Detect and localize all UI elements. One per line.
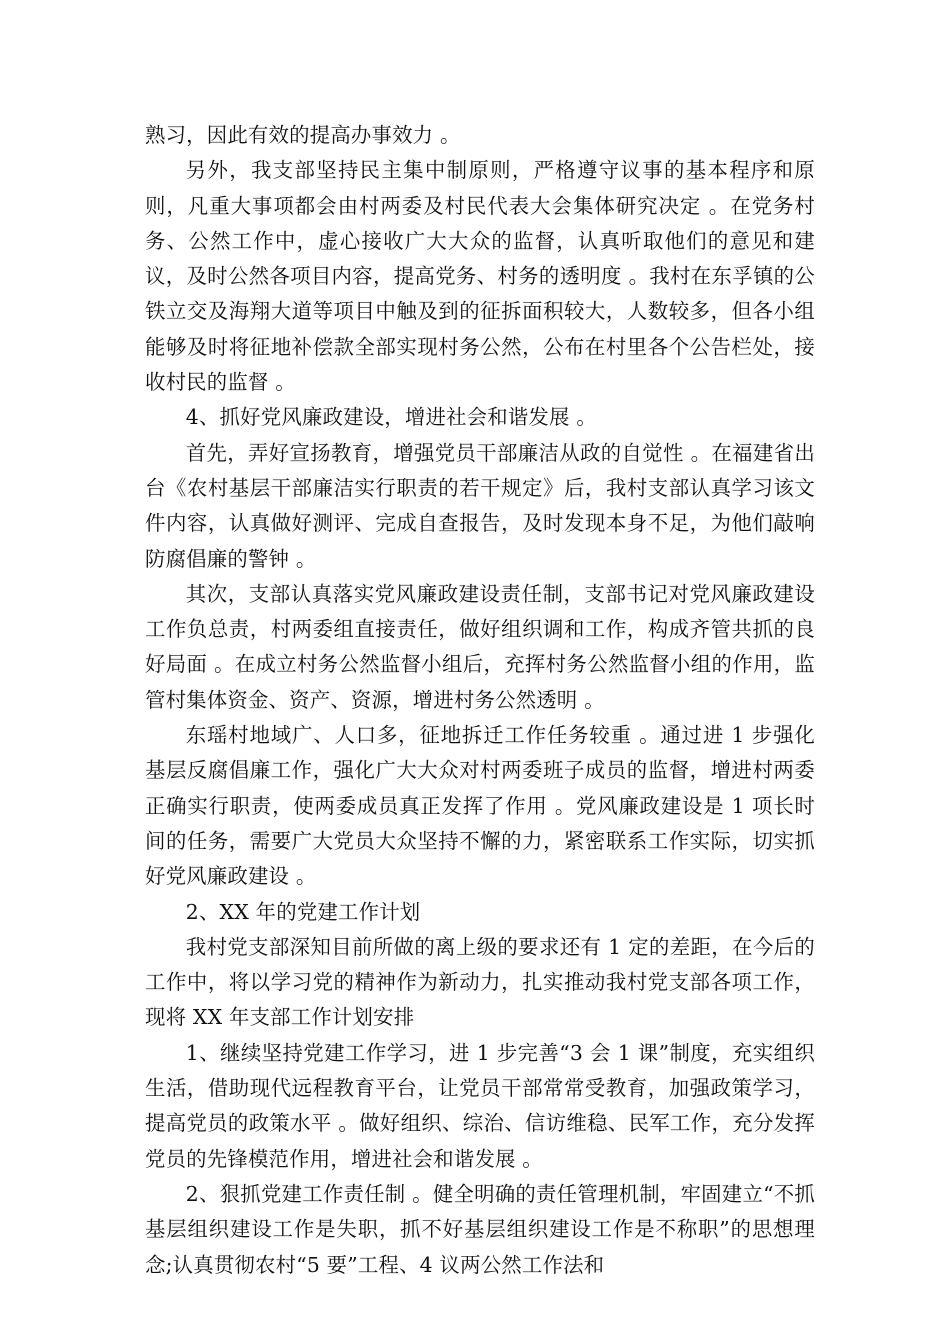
- paragraph-10: 2、狠抓党建工作责任制 。健全明确的责任管理机制，牢固建立“不抓基层组织建设工作是失职，抓不好基层组织建设工作是不称职”的思想理念;认真贯彻农村“5 要”工程、4 议两公然工作法和: [145, 1181, 815, 1277]
- paragraph-2: 另外，我支部坚持民主集中制原则，严格遵守议事的基本程序和原则，凡重大事项都会由村两委及村民代表大会集体研究决定 。在党务村务、公然工作中，虚心接收广大大众的监督，认真听取他们的意见和建议，及时公然各项目内容，提高党务、村务的透明度 。我村在东孚镇的公铁立交及海翔大道等项目中触及到的征拆面积较大，人数较多，但各小组能够及时将征地补偿款全部实现村务公然，公布在村里各个公告栏处，接收村民的监督 。: [145, 158, 815, 395]
- paragraph-7-heading: 2、XX 年的党建工作计划: [185, 899, 421, 924]
- paragraph-3-heading: 4、抓好党风廉政建设，增进社会和谐发展 。: [185, 405, 597, 430]
- paragraph-9: 1、继续坚持党建工作学习，进 1 步完善“3 会 1 课”制度，充实组织生活，借助现代远程教育平台，让党员干部常常受教育，加强政策学习，提高党员的政策水平 。做好组织、综治、信访维稳、民军工作，充分发挥党员的先锋模范作用，增进社会和谐发展 。: [145, 1040, 815, 1171]
- paragraph-8: 我村党支部深知目前所做的离上级的要求还有 1 定的差距，在今后的工作中，将以学习党的精神作为新动力，扎实推动我村党支部各项工作，现将 XX 年支部工作计划安排: [145, 934, 815, 1030]
- paragraph-6: 东瑶村地域广、人口多，征地拆迁工作任务较重 。通过进 1 步强化基层反腐倡廉工作，强化广大大众对村两委班子成员的监督，增进村两委正确实行职责，使两委成员真正发挥了作用 。党风廉政建设是 1 项长时间的任务，需要广大党员大众坚持不懈的力，紧密联系工作实际，切实抓好党风廉政建设 。: [145, 723, 815, 889]
- document-body: [145, 118, 815, 1283]
- paragraph-5: 其次，支部认真落实党风廉政建设责任制，支部书记对党风廉政建设工作负总责，村两委组直接责任，做好组织调和工作，构成齐管共抓的良好局面 。在成立村务公然监督小组后，充挥村务公然监督小组的作用，监管村集体资金、资产、资源，增进村务公然透明 。: [145, 581, 815, 712]
- paragraph-1: 熟习，因此有效的提高办事效力 。: [145, 123, 461, 147]
- paragraph-4: 首先，弄好宣扬教育，增强党员干部廉洁从政的自觉性 。在福建省出台《农村基层干部廉洁实行职责的若干规定》后，我村支部认真学习该文件内容，认真做好测评、完成自查报告，及时发现本身不足，为他们敲响防腐倡廉的警钟 。: [145, 440, 815, 571]
